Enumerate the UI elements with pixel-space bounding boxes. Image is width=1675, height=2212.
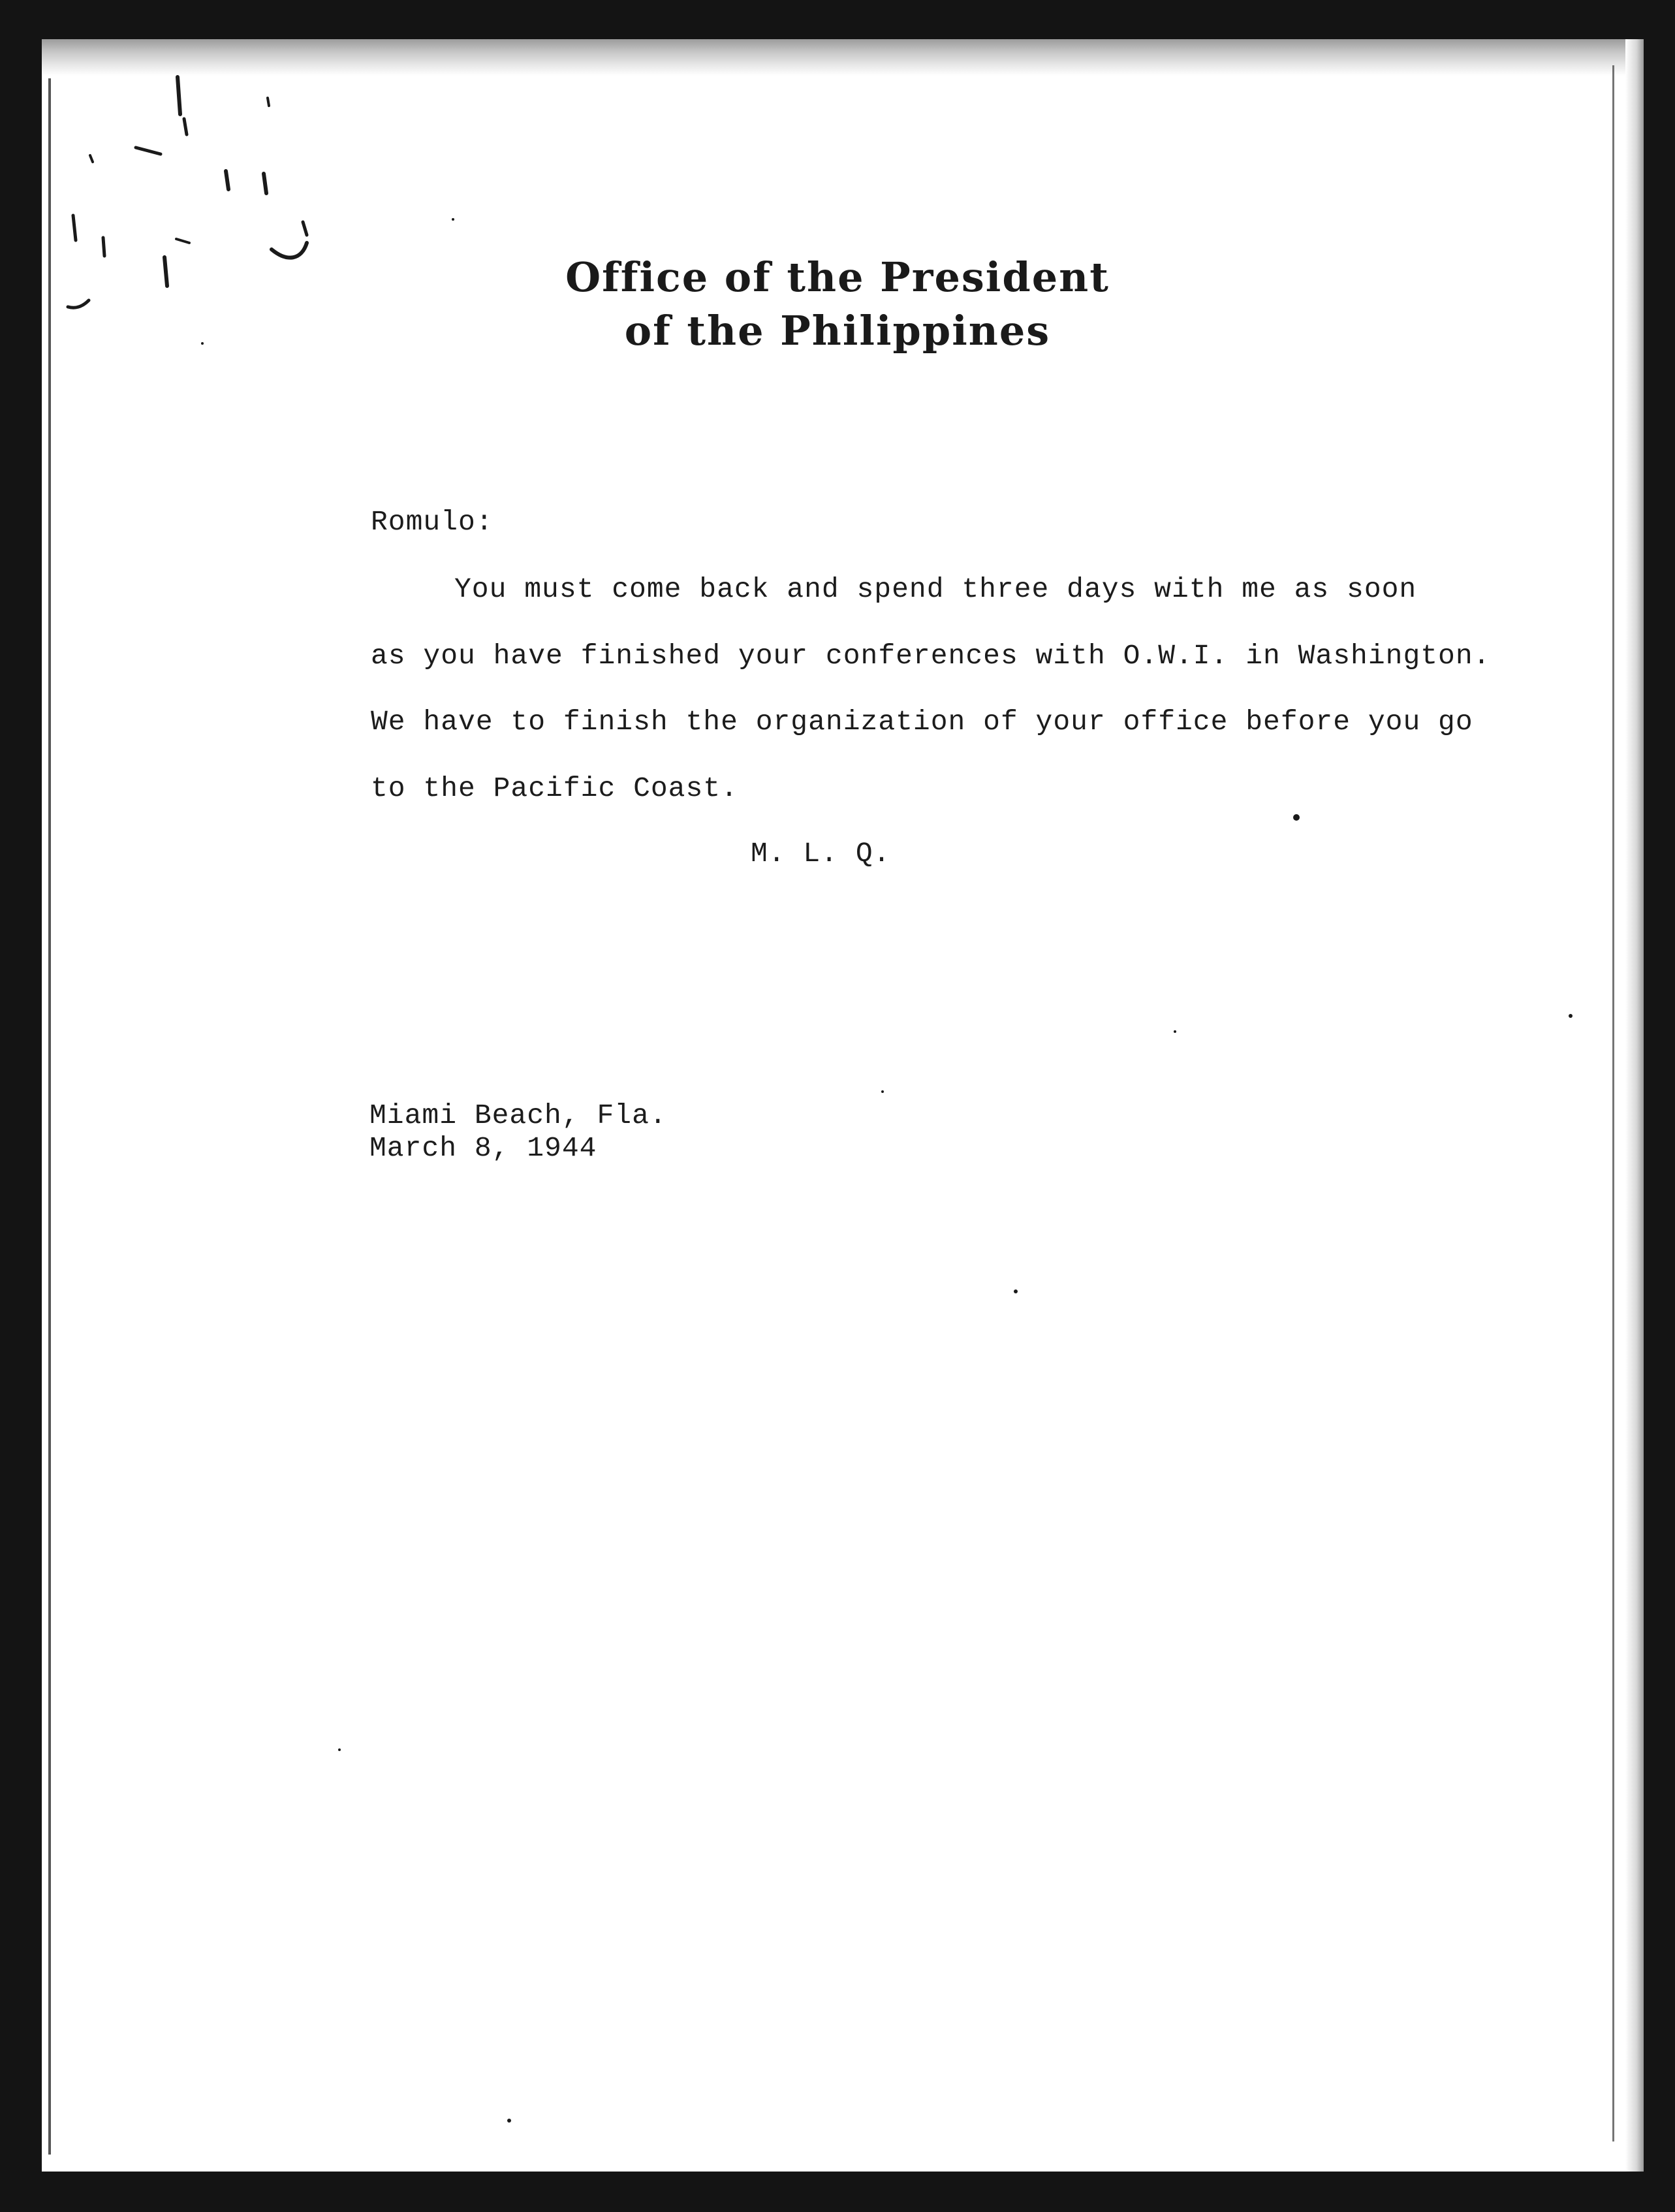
ink-dot bbox=[1569, 1014, 1573, 1018]
body-line: We have to finish the organization of your office before you go bbox=[371, 706, 1473, 738]
ink-mark bbox=[268, 98, 269, 106]
letterhead-office-line: Office of the President bbox=[565, 253, 1110, 301]
ink-mark bbox=[264, 174, 266, 193]
salutation: Romulo: bbox=[371, 506, 493, 538]
ink-mark bbox=[184, 119, 187, 134]
signature-initials: M. L. Q. bbox=[751, 838, 891, 870]
ink-mark bbox=[303, 222, 307, 235]
ink-mark bbox=[136, 148, 161, 154]
ink-mark bbox=[226, 171, 228, 189]
ink-dot bbox=[1174, 1030, 1176, 1033]
ink-dot bbox=[881, 1090, 884, 1093]
body-line: to the Pacific Coast. bbox=[371, 772, 738, 804]
ink-dot bbox=[338, 1748, 341, 1751]
body-line: as you have finished your conferences with O.W.I. in Washington. bbox=[371, 640, 1491, 672]
letterhead-country-line: of the Philippines bbox=[624, 307, 1051, 355]
ink-mark bbox=[90, 155, 93, 162]
ink-dot bbox=[452, 218, 454, 221]
letter-date: March 8, 1944 bbox=[369, 1132, 597, 1164]
ink-dot bbox=[1014, 1289, 1018, 1293]
letter-place: Miami Beach, Fla. bbox=[369, 1099, 667, 1131]
ink-mark bbox=[176, 239, 189, 243]
ink-dot bbox=[1293, 814, 1300, 821]
body-line: You must come back and spend three days with me as soon bbox=[454, 573, 1417, 605]
ink-mark bbox=[178, 77, 180, 114]
ink-mark bbox=[73, 215, 76, 240]
ink-dot bbox=[507, 2119, 511, 2123]
